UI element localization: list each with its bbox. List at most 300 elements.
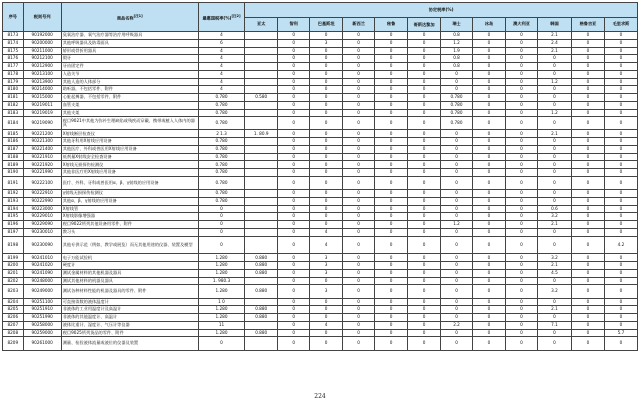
header-mfn-text: 最惠国税率(%) — [202, 15, 232, 21]
page-number: 224 — [314, 393, 326, 400]
cell-code: 90251990 — [23, 314, 61, 322]
cell-rate-georgia: 0 — [571, 145, 604, 153]
cell-rate-pakistan: 3 — [310, 254, 343, 262]
cell-rate-iceland: 0 — [473, 205, 506, 213]
cell-rate-new-zealand: 0 — [343, 314, 375, 322]
cell-rate-iceland: 0 — [473, 153, 506, 161]
cell-rate-costa-rica: 0 — [408, 39, 441, 47]
table-row — [3, 78, 638, 86]
cell-mfn-rate: 0 — [198, 221, 244, 229]
cell-rate-iceland: 0 — [473, 145, 506, 153]
cell-rate-korea: 2.1 — [537, 306, 571, 314]
cell-description: 税目9025所列货品的零件、附件 — [61, 329, 198, 337]
cell-rate-pakistan: 4 — [310, 228, 343, 236]
cell-rate-pakistan: 0 — [310, 161, 343, 169]
cell-rate-switzerland: 0 — [441, 190, 473, 198]
header-country: 哥斯达黎加 — [408, 18, 441, 32]
cell-rate-iceland: 0 — [473, 161, 506, 169]
cell-rate-iceland: 0 — [473, 47, 506, 55]
header-code: 税则号列 — [23, 3, 61, 32]
table-row — [3, 236, 638, 254]
cell-rate-apta — [245, 205, 278, 213]
cell-rate-costa-rica: 0 — [408, 321, 441, 329]
cell-rate-australia: 0 — [505, 337, 537, 350]
cell-rate-mauritius: 0 — [604, 298, 637, 306]
cell-code: 90258000 — [23, 321, 61, 329]
cell-rate-costa-rica: 0 — [408, 55, 441, 63]
cell-rate-costa-rica: 0 — [408, 262, 441, 270]
cell-rate-apta — [245, 161, 278, 169]
cell-rate-chile: 0 — [278, 101, 310, 109]
cell-seq: 8187 — [3, 145, 24, 153]
cell-rate-iceland: 0 — [473, 101, 506, 109]
cell-code: 90213900 — [23, 78, 61, 86]
cell-rate-chile: 0 — [278, 213, 310, 221]
cell-code: 90241090 — [23, 269, 61, 277]
cell-rate-mauritius: 0 — [604, 117, 637, 130]
cell-code: 90241010 — [23, 254, 61, 262]
cell-rate-costa-rica: 0 — [408, 298, 441, 306]
cell-seq: 8193 — [3, 197, 24, 205]
cell-rate-australia: 0 — [505, 197, 537, 205]
cell-code: 90221400 — [23, 145, 61, 153]
cell-rate-korea: 4.5 — [537, 269, 571, 277]
cell-rate-iceland: 0 — [473, 39, 506, 47]
cell-rate-new-zealand: 0 — [343, 262, 375, 270]
cell-rate-apta — [245, 277, 278, 285]
cell-rate-australia: 0 — [505, 277, 537, 285]
cell-code: 90241020 — [23, 262, 61, 270]
cell-rate-chile: 0 — [278, 197, 310, 205]
cell-rate-mauritius: 0 — [604, 314, 637, 322]
cell-rate-switzerland: 0.780 — [441, 94, 473, 102]
table-row — [3, 205, 638, 213]
cell-rate-korea: 3.2 — [537, 254, 571, 262]
cell-description: 臭氧治疗器、氧气治疗器等治疗用呼吸器具 — [61, 32, 198, 40]
header-country: 瑞士 — [441, 18, 473, 32]
header-name-note: [注1] — [133, 13, 143, 18]
cell-rate-australia: 0 — [505, 47, 537, 55]
table-row — [3, 63, 638, 71]
cell-seq: 8179 — [3, 78, 24, 86]
cell-mfn-rate: 4 — [198, 63, 244, 71]
cell-rate-australia: 0 — [505, 236, 537, 254]
cell-rate-iceland: 0 — [473, 169, 506, 177]
cell-code: 90259000 — [23, 329, 61, 337]
cell-rate-chile: 0 — [278, 262, 310, 270]
cell-rate-apta: 0.880 — [245, 329, 278, 337]
table-row — [3, 161, 638, 169]
cell-rate-australia: 0 — [505, 321, 537, 329]
cell-description: 电子万能试验机 — [61, 254, 198, 262]
cell-description: 人造关节 — [61, 70, 198, 78]
cell-description: γ射线无损探伤检测仪 — [61, 190, 198, 198]
cell-rate-iceland: 0 — [473, 285, 506, 298]
cell-rate-peru: 0 — [375, 86, 408, 94]
cell-rate-apta — [245, 236, 278, 254]
cell-rate-apta — [245, 153, 278, 161]
cell-rate-apta: 0.880 — [245, 314, 278, 322]
cell-seq: 8209 — [3, 337, 24, 350]
cell-rate-switzerland: 0.780 — [441, 101, 473, 109]
cell-description: 税目9022所列其他设备用零件、附件 — [61, 221, 198, 229]
cell-rate-australia: 0 — [505, 285, 537, 298]
cell-seq: 8180 — [3, 86, 24, 94]
cell-rate-new-zealand: 0 — [343, 39, 375, 47]
header-name-text: 商品名称 — [116, 14, 134, 20]
cell-rate-switzerland: 0 — [441, 153, 473, 161]
cell-mfn-rate: 1.280 — [198, 329, 244, 337]
cell-seq: 8199 — [3, 254, 24, 262]
cell-rate-chile: 0 — [278, 298, 310, 306]
cell-rate-switzerland: 1.2 — [441, 39, 473, 47]
cell-rate-costa-rica: 0 — [408, 101, 441, 109]
cell-rate-georgia: 0 — [571, 190, 604, 198]
cell-rate-pakistan: 4 — [310, 236, 343, 254]
cell-rate-new-zealand: 0 — [343, 213, 375, 221]
cell-rate-new-zealand: 0 — [343, 117, 375, 130]
cell-rate-mauritius: 0 — [604, 205, 637, 213]
cell-rate-georgia: 0 — [571, 78, 604, 86]
cell-rate-peru: 0 — [375, 321, 408, 329]
cell-rate-switzerland: 1.9 — [441, 47, 473, 55]
cell-rate-mauritius: 0 — [604, 190, 637, 198]
cell-rate-iceland: 0 — [473, 298, 506, 306]
cell-rate-australia: 0 — [505, 32, 537, 40]
cell-rate-costa-rica: 0 — [408, 190, 441, 198]
cell-rate-korea: 0 — [537, 277, 571, 285]
table-row — [3, 109, 638, 117]
cell-rate-mauritius: 0 — [604, 221, 637, 229]
cell-mfn-rate: 0.780 — [198, 94, 244, 102]
cell-rate-apta — [245, 117, 278, 130]
cell-rate-new-zealand: 0 — [343, 109, 375, 117]
cell-rate-chile: 0 — [278, 145, 310, 153]
table-row — [3, 221, 638, 229]
cell-rate-peru: 0 — [375, 269, 408, 277]
cell-rate-chile: 0 — [278, 176, 310, 189]
cell-seq: 8178 — [3, 70, 24, 78]
cell-description: 其他专供示范（例如，教学或展览）而无其他用途的仪器、装置及模型 — [61, 236, 198, 254]
cell-rate-costa-rica: 0 — [408, 228, 441, 236]
cell-rate-new-zealand: 0 — [343, 205, 375, 213]
cell-rate-pakistan: 0 — [310, 63, 343, 71]
cell-mfn-rate: 0.780 — [198, 197, 244, 205]
header-country: 新西兰 — [343, 18, 375, 32]
cell-rate-mauritius: 0 — [604, 70, 637, 78]
cell-rate-new-zealand: 0 — [343, 306, 375, 314]
cell-rate-chile: 0 — [278, 205, 310, 213]
cell-rate-peru: 0 — [375, 78, 408, 86]
cell-rate-costa-rica: 0 — [408, 153, 441, 161]
cell-seq: 8200 — [3, 262, 24, 270]
cell-rate-iceland: 0 — [473, 236, 506, 254]
table-row — [3, 197, 638, 205]
cell-rate-korea: 0 — [537, 138, 571, 146]
cell-rate-new-zealand: 0 — [343, 277, 375, 285]
cell-rate-iceland: 0 — [473, 109, 506, 117]
cell-rate-switzerland: 0 — [441, 176, 473, 189]
cell-rate-korea: 0.6 — [537, 205, 571, 213]
table-row — [3, 306, 638, 314]
cell-rate-georgia: 0 — [571, 86, 604, 94]
cell-rate-iceland: 0 — [473, 262, 506, 270]
cell-rate-iceland: 0 — [473, 138, 506, 146]
cell-seq: 8174 — [3, 39, 24, 47]
cell-seq: 8191 — [3, 176, 24, 189]
cell-rate-georgia: 0 — [571, 101, 604, 109]
cell-rate-peru: 0 — [375, 176, 408, 189]
cell-description: 其他非医疗用X射线应用设备 — [61, 169, 198, 177]
cell-rate-new-zealand: 0 — [343, 228, 375, 236]
cell-mfn-rate: 0.780 — [198, 138, 244, 146]
cell-code: 90200000 — [23, 39, 61, 47]
header-country: 亚太 — [245, 18, 278, 32]
cell-seq: 8188 — [3, 153, 24, 161]
cell-mfn-rate: 0.780 — [198, 161, 244, 169]
cell-rate-georgia: 0 — [571, 39, 604, 47]
cell-description: 非液体的其他温度计、高温计 — [61, 314, 198, 322]
cell-rate-pakistan: 0 — [310, 337, 343, 350]
cell-rate-switzerland: 0 — [441, 169, 473, 177]
cell-rate-apta: 0.880 — [245, 306, 278, 314]
cell-description: 助听器，不包括零件、附件 — [61, 86, 198, 94]
cell-rate-peru: 0 — [375, 63, 408, 71]
cell-rate-apta — [245, 32, 278, 40]
cell-rate-new-zealand: 0 — [343, 153, 375, 161]
cell-seq: 8207 — [3, 321, 24, 329]
cell-rate-peru: 0 — [375, 254, 408, 262]
cell-rate-new-zealand: 0 — [343, 145, 375, 153]
table-body — [3, 32, 638, 351]
cell-rate-korea: 2.1 — [537, 47, 571, 55]
cell-seq: 8185 — [3, 130, 24, 138]
cell-code: 90222910 — [23, 190, 61, 198]
cell-description: 其他支架 — [61, 109, 198, 117]
cell-code: 90221990 — [23, 169, 61, 177]
cell-rate-costa-rica: 0 — [408, 63, 441, 71]
cell-rate-new-zealand: 0 — [343, 47, 375, 55]
cell-rate-peru: 0 — [375, 314, 408, 322]
cell-rate-mauritius: 0 — [604, 138, 637, 146]
cell-mfn-rate: 1.280 — [198, 269, 244, 277]
cell-rate-apta — [245, 190, 278, 198]
cell-rate-iceland: 0 — [473, 221, 506, 229]
cell-rate-georgia: 0 — [571, 205, 604, 213]
cell-rate-georgia: 0 — [571, 138, 604, 146]
cell-rate-mauritius: 0 — [604, 63, 637, 71]
cell-rate-peru: 0 — [375, 161, 408, 169]
cell-rate-costa-rica: 0 — [408, 269, 441, 277]
cell-description: 硬度计 — [61, 262, 198, 270]
cell-rate-georgia: 0 — [571, 117, 604, 130]
cell-rate-chile: 0 — [278, 161, 310, 169]
cell-rate-pakistan: 4 — [310, 321, 343, 329]
cell-rate-korea: 0 — [537, 117, 571, 130]
cell-rate-australia: 0 — [505, 153, 537, 161]
cell-rate-mauritius: 0 — [604, 86, 637, 94]
cell-rate-peru: 0 — [375, 94, 408, 102]
header-country: 巴基斯坦 — [310, 18, 343, 32]
cell-rate-switzerland: 0 — [441, 337, 473, 350]
cell-rate-apta — [245, 197, 278, 205]
cell-rate-costa-rica: 0 — [408, 145, 441, 153]
cell-rate-georgia: 0 — [571, 321, 604, 329]
cell-code: 90222990 — [23, 197, 61, 205]
cell-mfn-rate: 0 — [198, 205, 244, 213]
cell-rate-chile: 0 — [278, 236, 310, 254]
cell-rate-peru: 0 — [375, 55, 408, 63]
table-row — [3, 39, 638, 47]
cell-rate-costa-rica: 0 — [408, 47, 441, 55]
cell-rate-costa-rica: 0 — [408, 314, 441, 322]
cell-description: X射线断层检查仪 — [61, 130, 198, 138]
cell-rate-peru: 0 — [375, 205, 408, 213]
table-row — [3, 94, 638, 102]
cell-rate-australia: 0 — [505, 190, 537, 198]
header-country: 智利 — [278, 18, 310, 32]
cell-rate-pakistan: 0 — [310, 190, 343, 198]
table-row — [3, 190, 638, 198]
cell-rate-switzerland: 0 — [441, 197, 473, 205]
cell-rate-georgia: 0 — [571, 153, 604, 161]
cell-rate-chile: 0 — [278, 190, 310, 198]
cell-rate-georgia: 0 — [571, 32, 604, 40]
cell-rate-new-zealand: 0 — [343, 130, 375, 138]
cell-rate-georgia: 0 — [571, 254, 604, 262]
cell-rate-apta — [245, 169, 278, 177]
cell-rate-switzerland: 0 — [441, 254, 473, 262]
table-row — [3, 213, 638, 221]
cell-rate-switzerland: 0 — [441, 86, 473, 94]
cell-description: 牙齿固定件 — [61, 63, 198, 71]
cell-rate-switzerland: 0.8 — [441, 32, 473, 40]
cell-rate-korea: 0 — [537, 101, 571, 109]
cell-rate-pakistan: 0 — [310, 153, 343, 161]
cell-rate-costa-rica: 0 — [408, 285, 441, 298]
cell-rate-australia: 0 — [505, 101, 537, 109]
cell-rate-switzerland: 0 — [441, 262, 473, 270]
cell-rate-australia: 0 — [505, 269, 537, 277]
cell-mfn-rate: 0.780 — [198, 153, 244, 161]
cell-rate-pakistan: 0 — [310, 314, 343, 322]
cell-rate-pakistan: 0 — [310, 298, 343, 306]
cell-rate-new-zealand: 0 — [343, 70, 375, 78]
header-country: 格鲁吉亚 — [571, 18, 604, 32]
table-row — [3, 70, 638, 78]
cell-rate-costa-rica: 0 — [408, 94, 441, 102]
cell-seq: 8201 — [3, 269, 24, 277]
cell-rate-korea: 3.2 — [537, 285, 571, 298]
cell-rate-chile: 0 — [278, 306, 310, 314]
table-row — [3, 47, 638, 55]
cell-mfn-rate: 0.780 — [198, 145, 244, 153]
table-row — [3, 329, 638, 337]
cell-rate-iceland: 0 — [473, 329, 506, 337]
cell-rate-mauritius: 0 — [604, 277, 637, 285]
cell-rate-georgia: 0 — [571, 94, 604, 102]
cell-rate-peru: 0 — [375, 138, 408, 146]
cell-rate-australia: 0 — [505, 117, 537, 130]
cell-rate-mauritius: 0 — [604, 306, 637, 314]
cell-rate-costa-rica: 0 — [408, 329, 441, 337]
cell-description: 矫形或骨折用器具 — [61, 47, 198, 55]
cell-seq: 8195 — [3, 213, 24, 221]
cell-rate-pakistan: 0 — [310, 70, 343, 78]
cell-rate-mauritius: 0 — [604, 161, 637, 169]
cell-code: 90249000 — [23, 285, 61, 298]
cell-rate-costa-rica: 0 — [408, 138, 441, 146]
cell-mfn-rate: 0.780 — [198, 169, 244, 177]
cell-rate-australia: 0 — [505, 169, 537, 177]
table-row — [3, 337, 638, 350]
cell-rate-peru: 0 — [375, 145, 408, 153]
cell-rate-korea: 1.2 — [537, 109, 571, 117]
cell-rate-new-zealand: 0 — [343, 101, 375, 109]
cell-rate-new-zealand: 0 — [343, 329, 375, 337]
table-row — [3, 32, 638, 40]
cell-seq: 8173 — [3, 32, 24, 40]
cell-rate-mauritius: 0 — [604, 321, 637, 329]
cell-rate-switzerland: 2.2 — [441, 321, 473, 329]
cell-rate-mauritius: 0 — [604, 254, 637, 262]
table-row — [3, 277, 638, 285]
header-name — [61, 3, 198, 32]
header-agreement-group: 协定税率(%) — [245, 3, 638, 18]
cell-rate-georgia: 0 — [571, 130, 604, 138]
cell-rate-chile: 0 — [278, 138, 310, 146]
cell-rate-georgia: 0 — [571, 161, 604, 169]
cell-mfn-rate: 1.280 — [198, 306, 244, 314]
cell-rate-iceland: 0 — [473, 190, 506, 198]
cell-rate-pakistan: 0 — [310, 306, 343, 314]
cell-code: 90219011 — [23, 101, 61, 109]
cell-seq: 8192 — [3, 190, 24, 198]
cell-rate-peru: 0 — [375, 337, 408, 350]
cell-rate-australia: 0 — [505, 161, 537, 169]
cell-rate-mauritius: 5.7 — [604, 329, 637, 337]
cell-rate-iceland: 0 — [473, 254, 506, 262]
cell-seq: 8184 — [3, 117, 24, 130]
cell-rate-costa-rica: 0 — [408, 254, 441, 262]
cell-code: 90215000 — [23, 94, 61, 102]
header-country: 秘鲁 — [375, 18, 408, 32]
cell-rate-korea: 0 — [537, 145, 571, 153]
cell-code: 90229090 — [23, 221, 61, 229]
cell-rate-new-zealand: 0 — [343, 337, 375, 350]
cell-rate-georgia: 0 — [571, 55, 604, 63]
cell-seq: 8190 — [3, 169, 24, 177]
cell-rate-switzerland: 0 — [441, 236, 473, 254]
cell-mfn-rate: 4 — [198, 70, 244, 78]
cell-rate-chile: 0 — [278, 285, 310, 298]
cell-seq: 8204 — [3, 298, 24, 306]
cell-description: X射线管 — [61, 205, 198, 213]
cell-code: 90221920 — [23, 161, 61, 169]
table-row — [3, 153, 638, 161]
cell-rate-new-zealand: 0 — [343, 169, 375, 177]
cell-rate-australia: 0 — [505, 138, 537, 146]
cell-rate-mauritius: 0 — [604, 109, 637, 117]
cell-rate-apta: 0.580 — [245, 94, 278, 102]
table-header — [3, 3, 638, 32]
cell-rate-mauritius: 0 — [604, 78, 637, 86]
cell-rate-australia: 0 — [505, 39, 537, 47]
cell-rate-apta — [245, 70, 278, 78]
cell-rate-georgia: 0 — [571, 262, 604, 270]
cell-rate-georgia: 0 — [571, 213, 604, 221]
cell-rate-costa-rica: 0 — [408, 86, 441, 94]
